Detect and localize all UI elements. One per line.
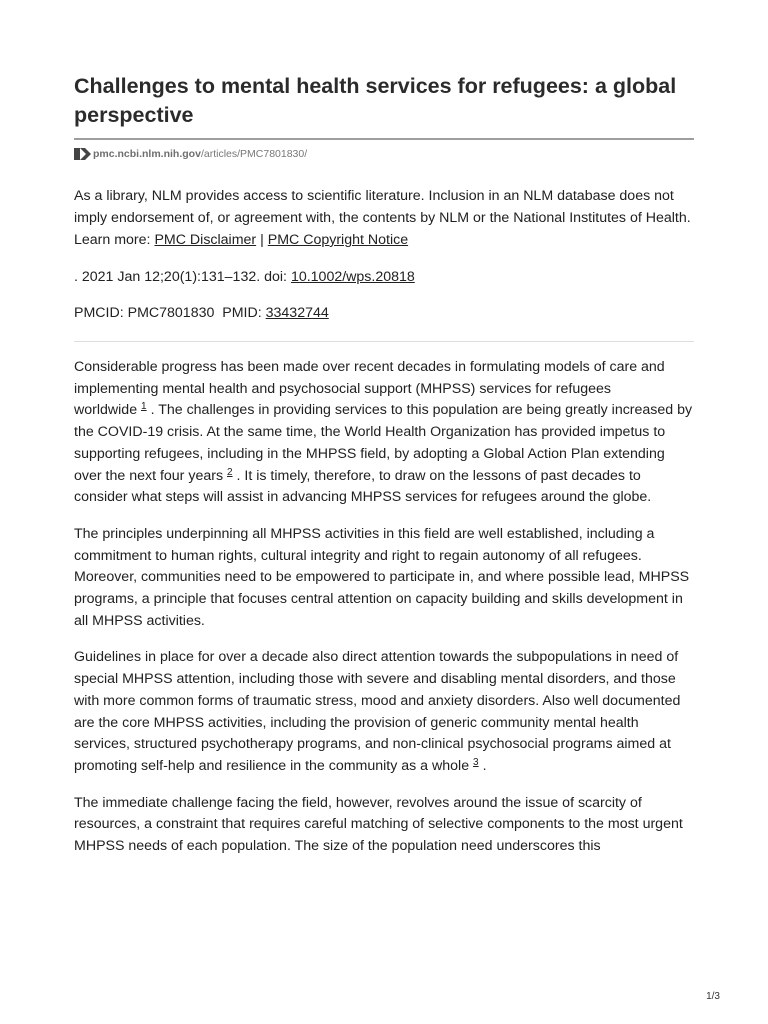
- nlm-notice: [74, 185, 694, 251]
- source-path: /articles/PMC7801830/: [200, 148, 308, 160]
- pmc-copyright-link[interactable]: PMC Copyright Notice: [267, 232, 409, 248]
- page-number: 1/3: [706, 991, 720, 1002]
- notice-text: As a library, NLM provides access to scientific literature. Inclusion in an NLM database does not imply endorsement of, or agreement with, the contents by NLM or the National Institutes of Health.: [74, 188, 691, 226]
- pmid-label: PMID:: [222, 305, 262, 321]
- reference-3-link[interactable]: 3: [473, 756, 479, 768]
- pmcid-value: PMC7801830: [127, 305, 215, 321]
- arrow-icon: [74, 147, 91, 161]
- title-divider: [74, 138, 694, 140]
- section-divider: [74, 341, 694, 342]
- paragraph-3-text-a: Guidelines in place for over a decade also direct attention towards the subpopulations in need of special MHPSS attention, including those with severe and disabling mental disorders, and those with more common forms of traumatic stress, mood and anxiety disorders. Also well documented are the core MHPSS activities, including the provision of generic community mental health services, structured psychotherapy programs, and non‑clinical psychosocial programs aimed at promoting self‑help and resilience in the community as a whole: [74, 649, 681, 774]
- doi-link[interactable]: 10.1002/wps.20818: [290, 269, 415, 285]
- source-domain: pmc.ncbi.nlm.nih.gov: [93, 148, 201, 160]
- paragraph-3-text-b: .: [482, 757, 487, 774]
- paragraph-1: [74, 357, 694, 509]
- citation-text: . 2021 Jan 12;20(1):131–132. doi:: [74, 269, 287, 285]
- link-separator: |: [260, 232, 264, 248]
- article-body: [74, 357, 694, 858]
- paragraph-4: The immediate challenge facing the field, however, revolves around the issue of scarcity of resources, a constraint that requires careful matching of selective components to the most urgent MHPSS needs of each population. The size of the population need underscores this: [74, 794, 683, 855]
- paragraph-1-text-c: . It is timely, therefore, to draw on the lessons of past decades to consider what steps will assist in advancing MHPSS services for refugees around the globe.: [74, 467, 652, 506]
- learn-more-line: [74, 229, 694, 251]
- identifier-line: [74, 302, 694, 324]
- paragraph-1-text-b: . The challenges in providing services to this population are being greatly increased by the COVID‑19 crisis. At the same time, the World Health Organization has provided impetus to supporting refugees, including in the MHPSS field, by adopting a Global Action Plan extending over the next four years: [74, 402, 693, 484]
- paragraph-3: [74, 647, 694, 777]
- reference-1-link[interactable]: 1: [141, 401, 147, 413]
- pmcid-label: PMCID:: [74, 305, 124, 321]
- pmid-link[interactable]: 33432744: [265, 305, 329, 321]
- paragraph-2: The principles underpinning all MHPSS activities in this field are well established, including a commitment to human rights, cultural integrity and right to regain autonomy of all refugees. Moreover, communities need to be empowered to participate in, and where possible lead, MHPSS programs, a principle that focuses central attention on capacity building and skills development in all MHPSS activities.: [74, 525, 690, 629]
- paragraph-1-text-a: Considerable progress has been made over recent decades in formulating models of care and implementing mental health and psychosocial support (MHPSS) services for refugees worldwide: [74, 359, 665, 419]
- reference-2-link[interactable]: 2: [227, 466, 233, 478]
- article-page: [74, 72, 694, 873]
- pmc-disclaimer-link[interactable]: PMC Disclaimer: [154, 232, 257, 248]
- citation-line: [74, 266, 694, 288]
- learn-more-label: Learn more:: [74, 232, 151, 248]
- page-title: Challenges to mental health services for refugees: a global perspective: [74, 74, 677, 127]
- source-url[interactable]: [74, 145, 694, 163]
